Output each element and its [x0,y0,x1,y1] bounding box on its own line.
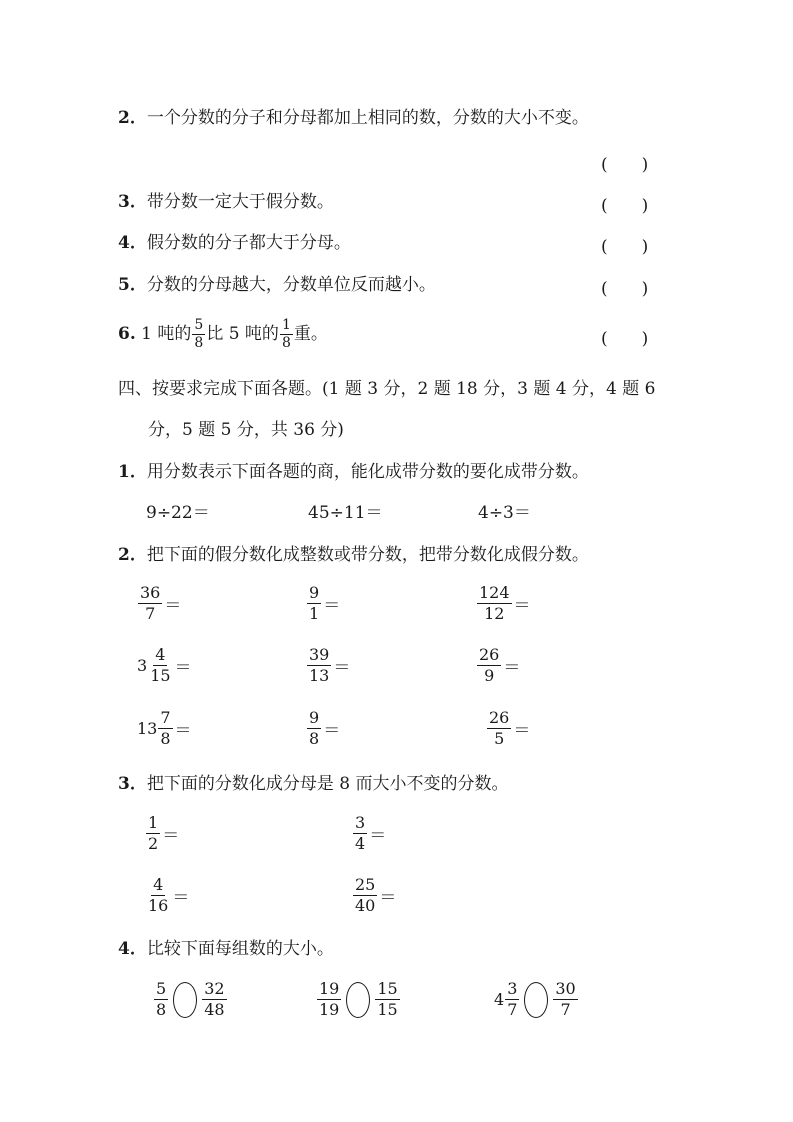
division-item: 4÷3＝ [478,503,531,523]
numerator: 5 [156,979,167,998]
question-text: 把下面的分数化成分母是 8 而大小不变的分数。 [146,774,509,794]
question-4 [118,938,334,960]
conversion-item [306,646,350,685]
judge-item-6 [118,314,328,354]
numerator: 19 [319,979,340,998]
conversion-item [145,876,189,915]
denominator: 15 [377,1000,398,1019]
equals-sign: ＝ [323,721,341,741]
denominator: 7 [145,604,156,623]
fraction [202,980,226,1019]
section-title-cont: 分，5 题 5 分，共 36 分) [148,420,344,440]
fraction [307,646,331,685]
denominator: 15 [150,666,171,685]
item-text: 带分数一定大于假分数。 [146,192,334,212]
numerator: 39 [309,645,330,664]
item-dot: ． [129,275,147,295]
equals-sign: ＝ [162,826,180,846]
item-dot: ． [129,939,147,959]
section-title: 四、按要求完成下面各题。(1 题 3 分，2 题 18 分，3 题 4 分，4 题 6 [118,379,656,399]
denominator: 2 [148,834,159,853]
fraction [553,980,577,1019]
denominator: 19 [319,1000,340,1019]
fraction [148,646,172,685]
denominator: 16 [148,896,169,915]
conversion-item [137,584,181,623]
fraction [307,584,321,623]
item-number: 2 [118,545,130,565]
fraction [158,709,172,748]
equals-sign: ＝ [323,596,341,616]
whole-part: 4 [494,990,505,1009]
answer-paren[interactable]: ( ) [601,196,649,216]
denominator: 8 [194,335,204,351]
denominator: 12 [484,604,505,623]
equals-sign: ＝ [174,658,192,678]
answer-paren[interactable]: ( ) [601,329,649,349]
denominator: 8 [281,335,291,351]
numerator: 124 [479,583,510,602]
numerator: 30 [555,979,576,998]
item-text: 1 吨的 [141,324,192,344]
numerator: 5 [194,317,204,333]
fraction [375,980,399,1019]
item-number: 3 [118,192,130,212]
item-text: 比 5 吨的 [206,324,279,344]
denominator: 40 [355,896,376,915]
fraction [146,814,160,853]
numerator: 25 [355,875,376,894]
question-text: 把下面的假分数化成整数或带分数，把带分数化成假分数。 [146,545,589,565]
conversion-item [137,709,192,748]
numerator: 3 [355,813,366,832]
item-number: 6. [118,324,136,344]
judge-item-4 [118,232,351,254]
conversion-item [137,646,192,685]
denominator: 7 [560,1000,571,1019]
judge-item-3 [118,191,334,213]
item-dot: ． [129,108,147,128]
numerator: 26 [489,708,510,727]
denominator: 8 [156,1000,167,1019]
division-item: 45÷11＝ [308,503,383,523]
conversion-item [476,646,520,685]
numerator: 26 [479,645,500,664]
compare-circle[interactable] [524,982,548,1018]
fraction [353,814,367,853]
denominator: 4 [355,834,366,853]
item-dot: ． [129,545,147,565]
answer-paren[interactable]: ( ) [601,279,649,299]
conversion-item [476,584,531,623]
fraction [487,709,511,748]
denominator: 8 [160,729,171,748]
numerator: 9 [309,708,320,727]
denominator: 13 [309,666,330,685]
fraction [505,980,519,1019]
equals-sign: ＝ [379,888,397,908]
item-text: 假分数的分子都大于分母。 [146,233,351,253]
item-number: 1 [118,462,130,482]
fraction [307,709,321,748]
item-number: 4 [118,233,130,253]
equals-sign: ＝ [369,826,387,846]
item-dot: ． [129,462,147,482]
item-number: 3 [118,774,130,794]
question-2 [118,544,589,566]
item-dot: ． [129,192,147,212]
denominator: 8 [309,729,320,748]
compare-group [494,980,579,1019]
fraction [138,584,162,623]
denominator: 1 [309,604,320,623]
fraction [477,584,512,623]
denominator: 5 [494,729,505,748]
fraction [154,980,168,1019]
judge-item-5 [118,274,436,296]
item-text: 重。 [293,324,328,344]
question-1 [118,461,589,483]
question-text: 用分数表示下面各题的商，能化成带分数的要化成带分数。 [146,462,589,482]
numerator: 7 [160,708,171,727]
item-text: 分数的分母越大，分数单位反而越小。 [146,275,436,295]
item-number: 4 [118,939,130,959]
equals-sign: ＝ [513,596,531,616]
numerator: 1 [148,813,159,832]
numerator: 15 [377,979,398,998]
denominator: 48 [204,1000,225,1019]
equals-sign: ＝ [503,658,521,678]
item-text: 一个分数的分子和分母都加上相同的数，分数的大小不变。 [146,108,589,128]
conversion-item [352,876,396,915]
item-dot: ． [129,774,147,794]
conversion-item [486,709,530,748]
answer-paren[interactable]: ( ) [601,155,649,175]
fraction [280,318,293,351]
fraction [192,318,205,351]
item-number: 2 [118,108,130,128]
denominator: 7 [507,1000,518,1019]
denominator: 9 [484,666,495,685]
numerator: 9 [309,583,320,602]
equals-sign: ＝ [164,596,182,616]
whole-part: 3 [137,656,148,675]
equals-sign: ＝ [174,721,192,741]
division-item: 9÷22＝ [146,503,210,523]
compare-circle[interactable] [346,982,370,1018]
compare-circle[interactable] [173,982,197,1018]
question-text: 比较下面每组数的大小。 [146,939,334,959]
numerator: 1 [281,317,291,333]
whole-part: 13 [137,719,158,738]
conversion-item [352,814,386,853]
conversion-item [306,709,340,748]
fraction [317,980,341,1019]
numerator: 3 [507,979,518,998]
judge-item-2 [118,107,589,129]
equals-sign: ＝ [172,888,190,908]
fraction [146,876,170,915]
item-dot: ． [129,233,147,253]
question-3 [118,773,508,795]
compare-group [153,980,228,1019]
numerator: 36 [140,583,161,602]
conversion-item [145,814,179,853]
fraction [477,646,501,685]
equals-sign: ＝ [513,721,531,741]
item-number: 5 [118,275,130,295]
numerator: 32 [204,979,225,998]
equals-sign: ＝ [333,658,351,678]
conversion-item [306,584,340,623]
numerator: 4 [153,875,164,894]
compare-group [316,980,401,1019]
numerator: 4 [155,645,166,664]
answer-paren[interactable]: ( ) [601,237,649,257]
fraction [353,876,377,915]
